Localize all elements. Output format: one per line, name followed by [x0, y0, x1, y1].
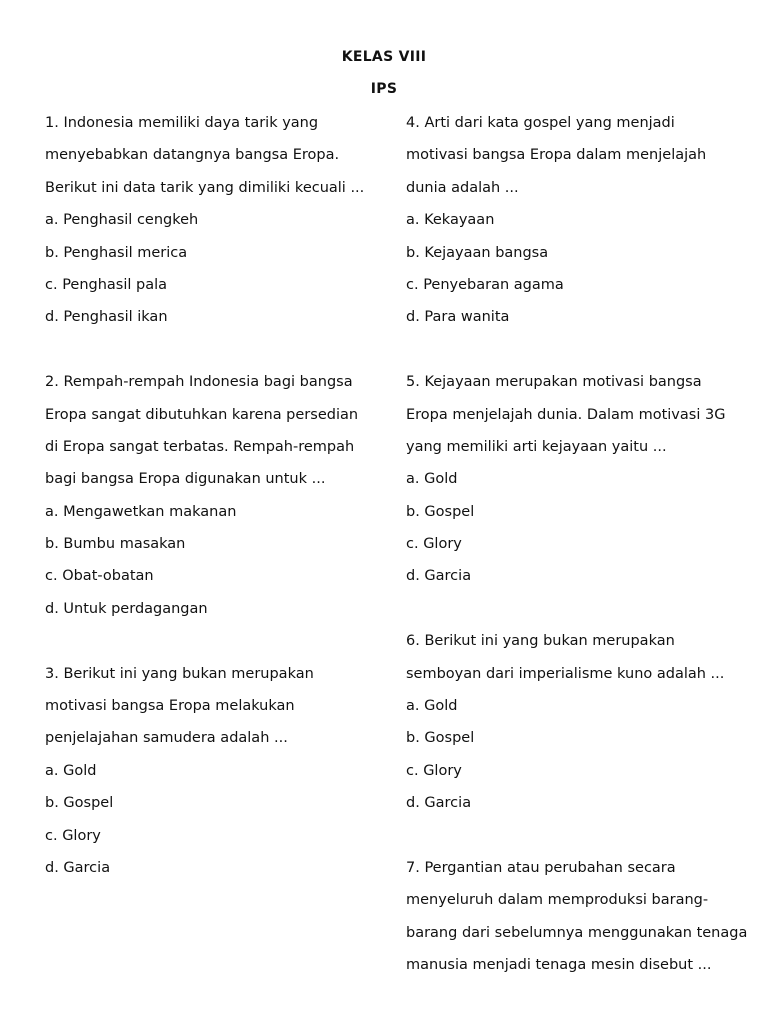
answer-option-b: b. Gospel [45, 795, 114, 812]
answer-option-d: d. Garcia [406, 568, 472, 585]
question-4 [406, 113, 746, 340]
question-7 [406, 858, 746, 988]
question-text-line: 4. Arti dari kata gospel yang menjadi [406, 115, 675, 131]
answer-option-d: d. Penghasil ikan [45, 309, 168, 326]
question-text-line: Eropa sangat dibutuhkan karena persedian [45, 406, 359, 423]
answer-option-c: c. Glory [45, 827, 101, 844]
answer-option-a: a. Gold [406, 471, 458, 488]
answer-option-b: b. Bumbu masakan [45, 536, 186, 553]
answer-option-b: b. Gospel [406, 730, 475, 747]
question-text-line: barang dari sebelumnya menggunakan tenaga [406, 924, 748, 941]
page-title: KELAS VIII [341, 49, 427, 65]
answer-option-a: a. Kekayaan [406, 212, 495, 229]
question-text-line: 2. Rempah-rempah Indonesia bagi bangsa [45, 374, 353, 391]
question-spacer [406, 599, 746, 631]
answer-option-d: d. Para wanita [406, 309, 510, 326]
question-spacer [45, 340, 375, 372]
answer-option-d: d. Garcia [406, 795, 472, 812]
question-spacer [45, 631, 375, 663]
question-text-line: bagi bangsa Eropa digunakan untuk ... [45, 471, 326, 488]
question-text-line: semboyan dari imperialisme kuno adalah ... [406, 665, 725, 682]
answer-option-c: c. Obat-obatan [45, 568, 154, 585]
question-text-line: manusia menjadi tenaga mesin disebut ... [406, 957, 712, 974]
left-column [45, 113, 375, 890]
answer-option-c: c. Penyebaran agama [406, 276, 564, 293]
answer-option-c: c. Glory [406, 536, 462, 553]
question-text-line: Berikut ini data tarik yang dimiliki kecuali ... [45, 179, 365, 196]
question-5 [406, 372, 746, 599]
question-text-line: di Eropa sangat terbatas. Rempah-rempah [45, 438, 355, 455]
question-text-line: menyebabkan datangnya bangsa Eropa. [45, 147, 340, 164]
question-text-line: motivasi bangsa Eropa dalam menjelajah [406, 147, 707, 164]
answer-option-c: c. Glory [406, 762, 462, 779]
answer-option-d: d. Untuk perdagangan [45, 600, 208, 617]
question-3 [45, 664, 375, 891]
answer-option-c: c. Penghasil pala [45, 276, 168, 293]
question-text-line: menyeluruh dalam memproduksi barang- [406, 892, 709, 909]
question-text-line: Eropa menjelajah dunia. Dalam motivasi 3G [406, 406, 726, 423]
answer-option-b: b. Penghasil merica [45, 244, 188, 261]
question-text-line: 1. Indonesia memiliki daya tarik yang [45, 115, 319, 131]
question-text-line: motivasi bangsa Eropa melakukan [45, 698, 295, 715]
subject-heading: IPS [370, 81, 398, 97]
answer-option-b: b. Gospel [406, 503, 475, 520]
question-2 [45, 372, 375, 631]
answer-option-b: b. Kejayaan bangsa [406, 244, 549, 261]
question-spacer [406, 826, 746, 858]
answer-option-a: a. Mengawetkan makanan [45, 503, 237, 520]
question-spacer [406, 340, 746, 372]
question-1 [45, 113, 375, 340]
question-text-line: 3. Berikut ini yang bukan merupakan [45, 665, 314, 682]
question-text-line: dunia adalah ... [406, 179, 519, 196]
question-text-line: 7. Pergantian atau perubahan secara [406, 859, 676, 876]
question-text-line: yang memiliki arti kejayaan yaitu ... [406, 438, 667, 455]
question-text-line: 6. Berikut ini yang bukan merupakan [406, 633, 675, 650]
question-text-line: 5. Kejayaan merupakan motivasi bangsa [406, 374, 702, 391]
question-6 [406, 631, 746, 825]
question-text-line: penjelajahan samudera adalah ... [45, 730, 288, 747]
answer-option-d: d. Garcia [45, 859, 111, 876]
answer-option-a: a. Gold [45, 762, 97, 779]
answer-option-a: a. Penghasil cengkeh [45, 212, 199, 229]
answer-option-a: a. Gold [406, 698, 458, 715]
right-column [406, 113, 746, 988]
